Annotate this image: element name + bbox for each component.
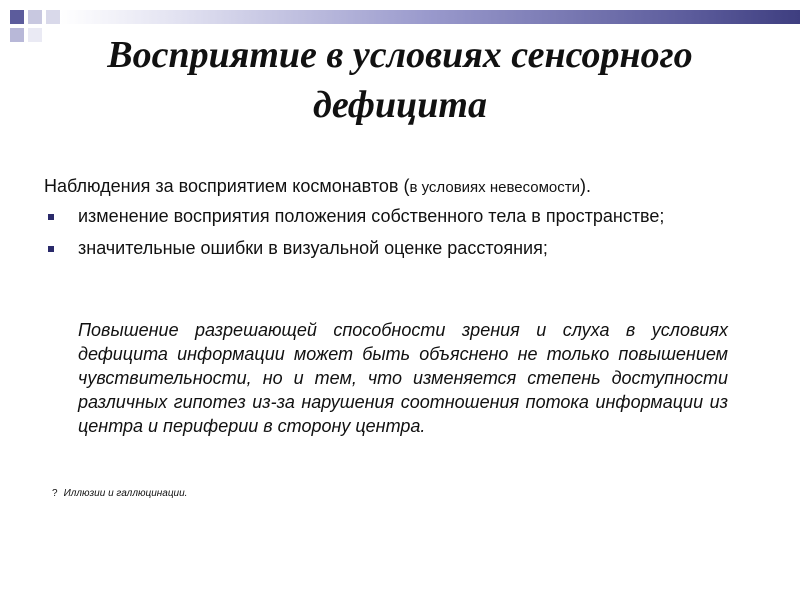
decoration-square [46, 10, 60, 24]
intro-line [44, 174, 754, 200]
intro-small-text: в условиях невесомости [409, 179, 581, 196]
square-bullet-icon [48, 214, 54, 220]
decoration-square [10, 28, 24, 42]
intro-end: ). [580, 176, 592, 196]
bullet-text: изменение восприятия положения собственного тела в пространстве; [78, 206, 665, 226]
footnote-text: Иллюзии и галлюцинации. [63, 488, 188, 499]
slide-title: Восприятие в условиях сенсорного дефицита [107, 34, 693, 126]
top-decoration-band [60, 10, 800, 24]
decoration-square [28, 10, 42, 24]
list-item [44, 236, 754, 260]
square-bullet-icon [48, 246, 54, 252]
intro-text: Наблюдения за восприятием космонавтов ( [44, 176, 410, 196]
footnote [52, 487, 187, 501]
bullet-text: значительные ошибки в визуальной оценке расстояния; [78, 238, 548, 258]
bullet-list [44, 204, 754, 260]
decoration-square [28, 28, 42, 42]
explanation-paragraph: Повышение разрешающей способности зрения и слуха в условиях дефицита информации может быть объяснено не только повышением чувствительности, но и тем, что изменяется степень доступности различных гипотез из-за нарушения соотношения потока информации из центра и периферии в сторону центра. [78, 320, 728, 436]
footnote-mark: ? [52, 488, 58, 499]
decoration-square [10, 10, 24, 24]
list-item [44, 204, 754, 228]
slide-body [44, 174, 754, 268]
